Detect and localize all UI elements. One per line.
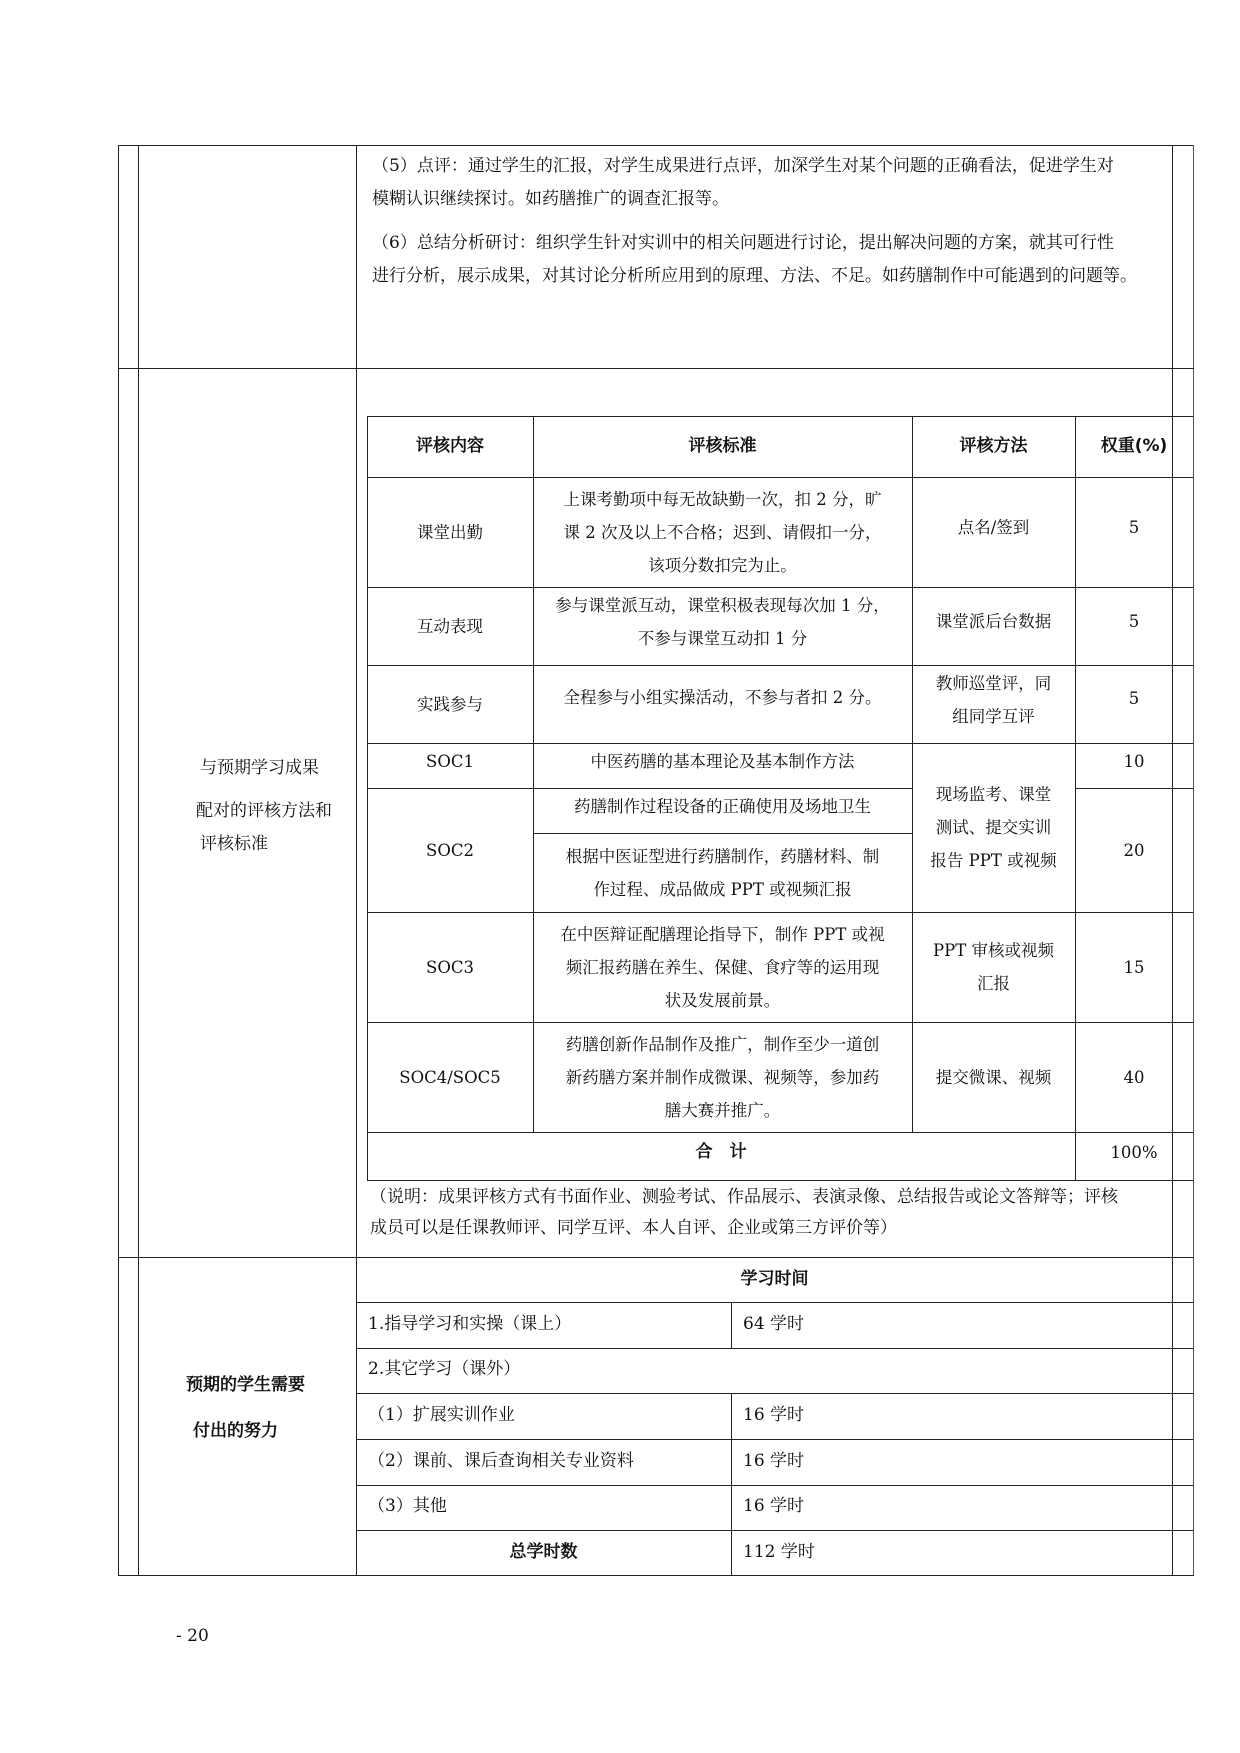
- effort-row2-item: 2.其它学习（课外）: [368, 1359, 521, 1379]
- row2-weight: 5: [1128, 611, 1140, 631]
- row1-standard: 上课考勤项中每无故缺勤一次，扣 2 分，旷 课 2 次及以上不合格；迟到、请假扣一分， 该项分数扣完为止。: [563, 489, 882, 575]
- effort-row4-hours: 16 学时: [743, 1451, 805, 1471]
- row7-content: SOC4/SOC5: [399, 1067, 501, 1087]
- row3-standard: 全程参与小组实操活动，不参与者扣 2 分。: [563, 688, 882, 707]
- header-standard: 评核标准: [688, 436, 757, 456]
- row5-weight: 20: [1123, 840, 1145, 860]
- row7-standard: 药膳创新作品制作及推广，制作至少一道创 新药膳方案并制作成微课、视频等，参加药 膳大赛并推广。: [565, 1034, 880, 1120]
- row3-content: 实践参与: [417, 694, 483, 714]
- effort-total-value: 112 学时: [743, 1542, 815, 1562]
- row4-content: SOC1: [426, 751, 474, 771]
- effort-row1-item: 1.指导学习和实操（课上）: [368, 1314, 572, 1334]
- item5-line2: 模糊认识继续探讨。如药膳推广的调查汇报等。: [372, 189, 729, 209]
- row1-content: 课堂出勤: [417, 522, 483, 542]
- header-method: 评核方法: [959, 436, 1028, 456]
- assessment-label-line3: 评核标准: [200, 834, 268, 854]
- page-number: - 20: [176, 1626, 209, 1646]
- soc12-method: 现场监考、课堂 测试、提交实训 报告 PPT 或视频: [930, 785, 1057, 870]
- row1-method: 点名/签到: [957, 517, 1030, 537]
- row2-standard: 参与课堂派互动，课堂积极表现每次加 1 分， 不参与课堂互动扣 1 分: [555, 596, 890, 648]
- row4-weight: 10: [1123, 751, 1145, 771]
- effort-row4-item: （2）课前、课后查询相关专业资料: [368, 1451, 634, 1471]
- row5-standard-a: 药膳制作过程设备的正确使用及场地卫生: [574, 796, 871, 816]
- effort-label-line2: 付出的努力: [193, 1421, 278, 1441]
- row2-content: 互动表现: [417, 616, 483, 636]
- row5-standard-b: 根据中医证型进行药膳制作，药膳材料、制 作过程、成品做成 PPT 或视频汇报: [565, 846, 880, 899]
- assessment-label-line2: 配对的评核方法和: [196, 801, 332, 821]
- row2-method: 课堂派后台数据: [935, 611, 1052, 631]
- effort-row5-hours: 16 学时: [743, 1496, 805, 1516]
- note-line2: 成员可以是任课教师评、同学互评、本人自评、企业或第三方评价等）: [370, 1218, 897, 1238]
- effort-total-label: 总学时数: [509, 1542, 578, 1562]
- row3-weight: 5: [1128, 688, 1140, 708]
- row5-content: SOC2: [426, 840, 474, 860]
- row6-content: SOC3: [426, 957, 474, 977]
- row7-weight: 40: [1123, 1067, 1145, 1087]
- row7-method: 提交微课、视频: [935, 1067, 1052, 1087]
- total-value: 100%: [1110, 1142, 1158, 1162]
- effort-row3-item: （1）扩展实训作业: [368, 1405, 515, 1425]
- effort-row3-hours: 16 学时: [743, 1405, 805, 1425]
- item6-line1: （6）总结分析研讨：组织学生针对实训中的相关问题进行讨论，提出解决问题的方案，就其可行性: [372, 233, 1114, 253]
- row4-standard: 中医药膳的基本理论及基本制作方法: [590, 751, 855, 771]
- assessment-label-line1: 与预期学习成果: [200, 758, 319, 778]
- row6-weight: 15: [1123, 957, 1145, 977]
- row1-weight: 5: [1128, 517, 1140, 537]
- header-content: 评核内容: [416, 436, 484, 456]
- row3-method: 教师巡堂评，同 组同学互评: [935, 674, 1052, 726]
- header-weight: 权重(%): [1100, 436, 1168, 456]
- effort-header: 学习时间: [740, 1269, 809, 1289]
- row6-method: PPT 审核或视频 汇报: [933, 941, 1054, 993]
- row6-standard: 在中医辩证配膳理论指导下，制作 PPT 或视 频汇报药膳在养生、保健、食疗等的运用现 状及发展前景。: [560, 924, 885, 1010]
- effort-row5-item: （3）其他: [368, 1496, 447, 1516]
- note-line1: （说明：成果评核方式有书面作业、测验考试、作品展示、表演录像、总结报告或论文答辩等；评核: [370, 1187, 1118, 1207]
- item5-line1: （5）点评：通过学生的汇报，对学生成果进行点评，加深学生对某个问题的正确看法，促进学生对: [372, 156, 1114, 176]
- item6-line2: 进行分析，展示成果，对其讨论分析所应用到的原理、方法、不足。如药膳制作中可能遇到的问题等。: [372, 266, 1137, 286]
- total-label: 合 计: [695, 1141, 747, 1162]
- effort-row1-hours: 64 学时: [743, 1314, 805, 1334]
- effort-label-line1: 预期的学生需要: [186, 1375, 305, 1395]
